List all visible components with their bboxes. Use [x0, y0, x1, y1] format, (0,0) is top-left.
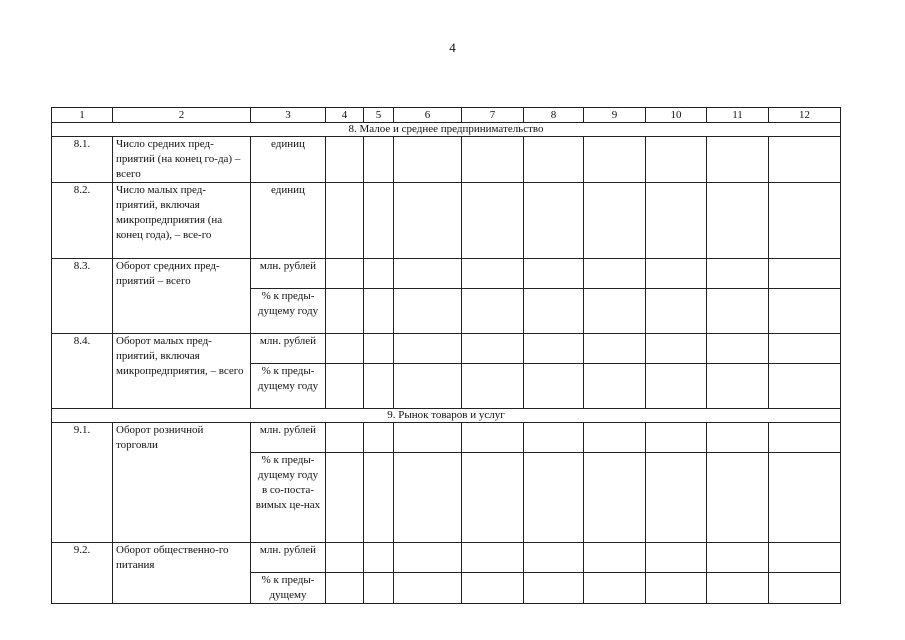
section-title: 9. Рынок товаров и услуг	[52, 409, 841, 423]
value-cell	[769, 423, 841, 453]
page-number: 4	[449, 40, 456, 55]
col-header-3: 3	[251, 108, 326, 123]
value-cell	[646, 334, 707, 364]
unit-cell: % к преды-дущему году	[251, 289, 326, 334]
col-header-11: 11	[707, 108, 769, 123]
unit-cell: % к преды-дущему году в со-поста-вимых це-нах	[251, 453, 326, 543]
value-cell	[462, 289, 524, 334]
value-cell	[584, 453, 646, 543]
column-number-row	[52, 108, 841, 123]
value-cell	[707, 543, 769, 573]
col-header-4: 4	[326, 108, 364, 123]
value-cell	[584, 289, 646, 334]
value-cell	[646, 423, 707, 453]
value-cell	[364, 364, 394, 409]
value-cell	[769, 259, 841, 289]
value-cell	[524, 364, 584, 409]
value-cell	[326, 573, 364, 604]
value-cell	[707, 453, 769, 543]
value-cell	[524, 259, 584, 289]
value-cell	[769, 334, 841, 364]
value-cell	[769, 364, 841, 409]
value-cell	[364, 259, 394, 289]
value-cell	[326, 423, 364, 453]
section-title: 8. Малое и среднее предпринимательство	[52, 123, 841, 137]
row-number: 8.4.	[52, 334, 113, 409]
unit-cell: млн. рублей	[251, 334, 326, 364]
value-cell	[707, 259, 769, 289]
indicator-name: Оборот средних пред-приятий – всего	[113, 259, 251, 334]
value-cell	[769, 183, 841, 259]
value-cell	[584, 334, 646, 364]
unit-cell: % к преды-дущему году	[251, 364, 326, 409]
value-cell	[524, 137, 584, 183]
unit-cell: % к преды-дущему	[251, 573, 326, 604]
value-cell	[462, 543, 524, 573]
col-header-6: 6	[394, 108, 462, 123]
value-cell	[769, 453, 841, 543]
indicator-name: Оборот розничной торговли	[113, 423, 251, 543]
table-row-9-1a	[52, 423, 841, 453]
value-cell	[326, 364, 364, 409]
value-cell	[326, 334, 364, 364]
value-cell	[462, 259, 524, 289]
value-cell	[524, 289, 584, 334]
col-header-10: 10	[646, 108, 707, 123]
value-cell	[707, 334, 769, 364]
indicator-name: Число малых пред-приятий, включая микропредприятия (на конец года), – все-го	[113, 183, 251, 259]
value-cell	[524, 453, 584, 543]
col-header-8: 8	[524, 108, 584, 123]
col-header-12: 12	[769, 108, 841, 123]
value-cell	[462, 137, 524, 183]
value-cell	[462, 183, 524, 259]
value-cell	[524, 573, 584, 604]
value-cell	[364, 573, 394, 604]
value-cell	[394, 573, 462, 604]
value-cell	[326, 183, 364, 259]
value-cell	[462, 423, 524, 453]
unit-cell: млн. рублей	[251, 259, 326, 289]
table-row-8-3a	[52, 259, 841, 289]
value-cell	[646, 183, 707, 259]
value-cell	[584, 543, 646, 573]
value-cell	[364, 453, 394, 543]
value-cell	[394, 289, 462, 334]
value-cell	[584, 137, 646, 183]
value-cell	[524, 334, 584, 364]
value-cell	[326, 259, 364, 289]
value-cell	[394, 364, 462, 409]
value-cell	[707, 364, 769, 409]
value-cell	[326, 289, 364, 334]
section-row-9	[52, 409, 841, 423]
indicator-name: Оборот малых пред-приятий, включая микропредприятия, – всего	[113, 334, 251, 409]
col-header-9: 9	[584, 108, 646, 123]
unit-cell: единиц	[251, 137, 326, 183]
value-cell	[462, 364, 524, 409]
value-cell	[646, 573, 707, 604]
value-cell	[364, 289, 394, 334]
row-number: 8.1.	[52, 137, 113, 183]
value-cell	[646, 364, 707, 409]
row-number: 9.1.	[52, 423, 113, 543]
value-cell	[394, 423, 462, 453]
row-number: 8.3.	[52, 259, 113, 334]
col-header-1: 1	[52, 108, 113, 123]
indicator-name: Число средних пред-приятий (на конец го-да) – всего	[113, 137, 251, 183]
value-cell	[707, 289, 769, 334]
value-cell	[584, 573, 646, 604]
row-number: 9.2.	[52, 543, 113, 604]
value-cell	[462, 453, 524, 543]
value-cell	[707, 573, 769, 604]
value-cell	[326, 543, 364, 573]
value-cell	[646, 453, 707, 543]
value-cell	[707, 137, 769, 183]
unit-cell: млн. рублей	[251, 423, 326, 453]
value-cell	[524, 423, 584, 453]
value-cell	[646, 259, 707, 289]
value-cell	[584, 259, 646, 289]
table-row-8-4a	[52, 334, 841, 364]
value-cell	[462, 573, 524, 604]
value-cell	[524, 183, 584, 259]
row-number: 8.2.	[52, 183, 113, 259]
value-cell	[769, 137, 841, 183]
value-cell	[584, 183, 646, 259]
value-cell	[364, 137, 394, 183]
table-row-9-2a	[52, 543, 841, 573]
value-cell	[646, 543, 707, 573]
col-header-7: 7	[462, 108, 524, 123]
section-row-8	[52, 123, 841, 137]
value-cell	[394, 543, 462, 573]
value-cell	[394, 137, 462, 183]
value-cell	[584, 364, 646, 409]
value-cell	[646, 289, 707, 334]
col-header-5: 5	[364, 108, 394, 123]
value-cell	[584, 423, 646, 453]
table-row-8-2	[52, 183, 841, 259]
unit-cell: единиц	[251, 183, 326, 259]
indicator-name: Оборот общественно-го питания	[113, 543, 251, 604]
indicators-table	[51, 107, 841, 604]
value-cell	[524, 543, 584, 573]
value-cell	[326, 137, 364, 183]
value-cell	[394, 334, 462, 364]
value-cell	[769, 573, 841, 604]
value-cell	[707, 183, 769, 259]
unit-cell: млн. рублей	[251, 543, 326, 573]
value-cell	[394, 183, 462, 259]
table-row-8-1	[52, 137, 841, 183]
value-cell	[394, 453, 462, 543]
value-cell	[769, 543, 841, 573]
value-cell	[326, 453, 364, 543]
value-cell	[769, 289, 841, 334]
value-cell	[364, 334, 394, 364]
value-cell	[394, 259, 462, 289]
value-cell	[462, 334, 524, 364]
value-cell	[364, 543, 394, 573]
value-cell	[707, 423, 769, 453]
col-header-2: 2	[113, 108, 251, 123]
value-cell	[364, 183, 394, 259]
value-cell	[364, 423, 394, 453]
value-cell	[646, 137, 707, 183]
